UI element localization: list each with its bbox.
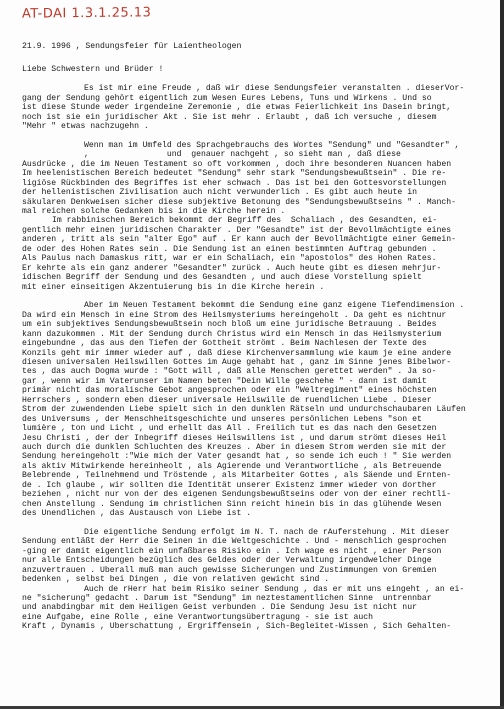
text-line: Konzils geht mir immer wieder auf , daß diese Kirchenversammlung wie kaum je eine andere (22, 348, 452, 358)
text-line: Ausdrücke , die im Neuen Testament so oft vorkommen , doch ihre besonderen Nuancen haben (22, 159, 452, 169)
text-line: kann dazukommen . Mit der Sendung durch Christus wird ein Mensch in das Heilsmysterium (22, 329, 442, 339)
text-line: Herrschers , sondern eben dieser universale Heilswille de ruendlichen Liebe . Dieser (22, 395, 432, 405)
text-line: des Universums , der Menschheitsgeschichte und unseres persönlichen Lebens "son et (22, 414, 422, 424)
text-line: mal reichen solche Gedanken bis in die Kirche herein . (22, 207, 286, 216)
text-line: Strom der zuwendenden Liebe spielt sich in den dunklen Rätseln und undurchschaubaren Läufen (22, 405, 466, 415)
text-line: Er kehrte als ein ganz anderer "Gesandter" zurück . Auch heute gibt es diesen mehrjur- (22, 263, 442, 273)
text-line: noch ist sie ein juridischer Akt . Sie ist mehr . Erlaubt , daß ich versuche , diesem (22, 112, 437, 122)
salutation: Liebe Schwestern und Brüder ! (22, 65, 164, 75)
text-line: als aktiv Mitwirkende hereinheolt , als Agierende und Verantwortliche , als Betreuende (22, 461, 442, 471)
text-line: anderen , tritt als sein "alter Ego" auf . Er kann auch der Bevollmächtigte einer Gemein- (22, 235, 456, 245)
text-line: und anabdingbar mit dem Heiligen Geist verbunden . Die Sendung Jesu ist nicht nur (22, 603, 417, 613)
text-line: der hellenistischen Zivilisation auch nicht verwunderlich . Es gibt auch heute in (22, 188, 417, 198)
text-line: -ging er damit eigentlich ein unfaßbares Risiko ein . Ich wage es nicht , einer Person (22, 546, 442, 556)
text-line: säkularen Denkweisen sicher diese subjektive Betonung des "Sendungsbewußtseins " . Manch- (22, 197, 456, 207)
scan-edge-right (500, 0, 504, 709)
text-line: beziehen , nicht nur von der des eigenen Sendungsbewußtseins oder von der einer rechtli- (22, 490, 452, 500)
text-line: primär nicht das moralische Gebot angesprochen oder ein "Weltregiment" eines höchsten (22, 386, 437, 396)
document-body (22, 42, 496, 632)
text-line: Als Paulus nach Damaskus ritt, war er ein Schaliach, ein "apostolos" des Hohen Rates. (22, 254, 437, 264)
text-line: Belebrende , Teilnehmend und Tröstende , als Mitarbeiter Gottes , als Säende und Ernten- (22, 471, 452, 481)
paragraph-4 (22, 528, 496, 632)
text-line: bedenken , selbst bei Dingen , die von relativen gewicht sind . (22, 575, 330, 585)
text-line: de . Ich glaube , wir sollten die Identität unserer Existenz immer wieder von dorther (22, 480, 437, 490)
text-line: nur alle Entscheidungen bezüglich des Geldes oder der Verwaltung irgendwelcher Dinge (22, 556, 432, 566)
text-line: Sendung entläßt der Herr die Seinen in die Weltgeschichte . Und - menschlich gesprochen (22, 537, 447, 547)
text-line: chen Anstellung . Sendung im christlichen Sinn reicht hinein bis in das glühende Wesen (22, 499, 442, 509)
text-line: Sendung hereingeholt :"Wie mich der Vater gesandt hat , so sende ich euch ! " Sie werden (22, 452, 452, 462)
paragraph-3 (22, 301, 496, 518)
text-line: auch durch die dunklen Schluchten des Kreuzes . Aber in diesem Strom werden sie mit der (22, 442, 447, 452)
text-line: eingebundne , das aus den Tiefen der Gottheit strömt . Beim Nachlesen der Texte des (22, 339, 427, 349)
paragraph-1 (22, 84, 496, 131)
text-line: des Unendlichen , das Austausch von Liebe ist . (22, 509, 252, 518)
paragraph-2 (22, 141, 496, 292)
archive-stamp: AT-DAI 1.3.1.25.13 (21, 5, 152, 22)
date-line: 21.9. 1996 , Sendungsfeier für Laientheologen (22, 42, 242, 51)
text-line: lumière , ton und Licht , und erhellt das All . Freilich tut es das nach den Gesetzen (22, 424, 437, 434)
text-line: Im heelenistischen Bereich bedeutet "Sendung" sehr stark "Sendungsbewußtsein" . Die re- (22, 169, 447, 179)
text-line: gar , wenn wir im Vaterunser im Namen beten "Dein Wille geschehe " - dann ist damit (22, 376, 427, 386)
text-line: ne "sicherung" gedacht . Darum ist "Sendung" im neztestamentlichen Sinne untrennbar (22, 593, 432, 603)
text-line: ligiöse Rückbinden des Begriffes ist eher schwach . Das ist bei den Gottesvorstellungen (22, 178, 447, 188)
text-line: anzuvertrauen . Überall muß man auch gewisse Sicherungen und Zustimmungen von Gremien (22, 565, 437, 575)
text-line: tes , das auch Dogma wurde : "Gott will , daß alle Menschen gerettet werden" . Ja so- (22, 367, 437, 377)
text-line: ist diese Stunde weder irgendeine Zeremonie , die etwas Feierlichkeit ins Dasein bringt, (22, 103, 452, 113)
text-line: idischen Begriff der Sendung und des Gesandten , und auch diese Vorstellung spielt (22, 273, 422, 283)
text-line: , und genauer nachgeht , so sieht man , daß diese (84, 150, 401, 160)
text-line: Die eigentliche Sendung erfolgt im N. T. nach de rAuferstehung . Mit dieser (84, 527, 450, 537)
text-line: um ein subjektives Sendungsbewußtsein noch bloß um eine juridische Betrauung . Beides (22, 320, 437, 330)
text-line: "Mehr " etwas nachzugehn . (22, 122, 149, 132)
text-line: gang der Sendung gehört eigentlich zum Wesen Eures Lebens, Tuns und Wirkens . Und so (22, 93, 432, 103)
text-line: de oder des Hohen Rates sein . Die Sendung ist an einen bestimmten Auftrag gebunden . (22, 244, 437, 254)
text-line: mit einer einseitigen Akzentuierung bis in die Kirche herein . (22, 282, 325, 292)
text-line: Kraft , Dynamis , Überschattung , Ergriffensein , Sich-Begleitet-Wissen , Sich Gehalten- (22, 622, 452, 632)
text-line: Wenn man im Umfeld des Sprachgebrauchs des Wortes "Sendung" und "Gesandter" , (84, 140, 460, 150)
text-line: eine Aufgabe, eine Rolle , eine Verantwortungsübertragung - sie ist auch (22, 612, 374, 622)
text-line: gentlich mehr einen juridischen Charakter . Der "Gesandte" ist der Bevollmächtigte eines (22, 225, 452, 235)
text-line: Aber im Neuen Testament bekommt die Sendung eine ganz eigene Tiefendimension . (84, 301, 465, 311)
text-line: Auch de rHerr hat beim Risiko seiner Sendung , das er mit uns eingeht , an ei- (84, 584, 465, 594)
text-line: Da wird ein Mensch in eine Strom des Heilsmysteriums hereingeholt . Da geht es nichtnur (22, 310, 447, 320)
text-line: Im rabbinischen Bereich bekommt der Begriff des Schaliach , des Gesandten, ei- (52, 216, 438, 226)
text-line: Jesu Christi , der der Inbegriff dieses Heilswillens ist , und darum strömt dieses Heil (22, 433, 447, 443)
text-line: Es ist mir eine Freude , daß wir diese Sendungsfeier veranstalten . dieserVor- (84, 84, 465, 94)
text-line: diesen universalen Heilswillen Gottes im Auge gehabt hat , ganz im Sinne jenes Bibelwor- (22, 358, 452, 367)
